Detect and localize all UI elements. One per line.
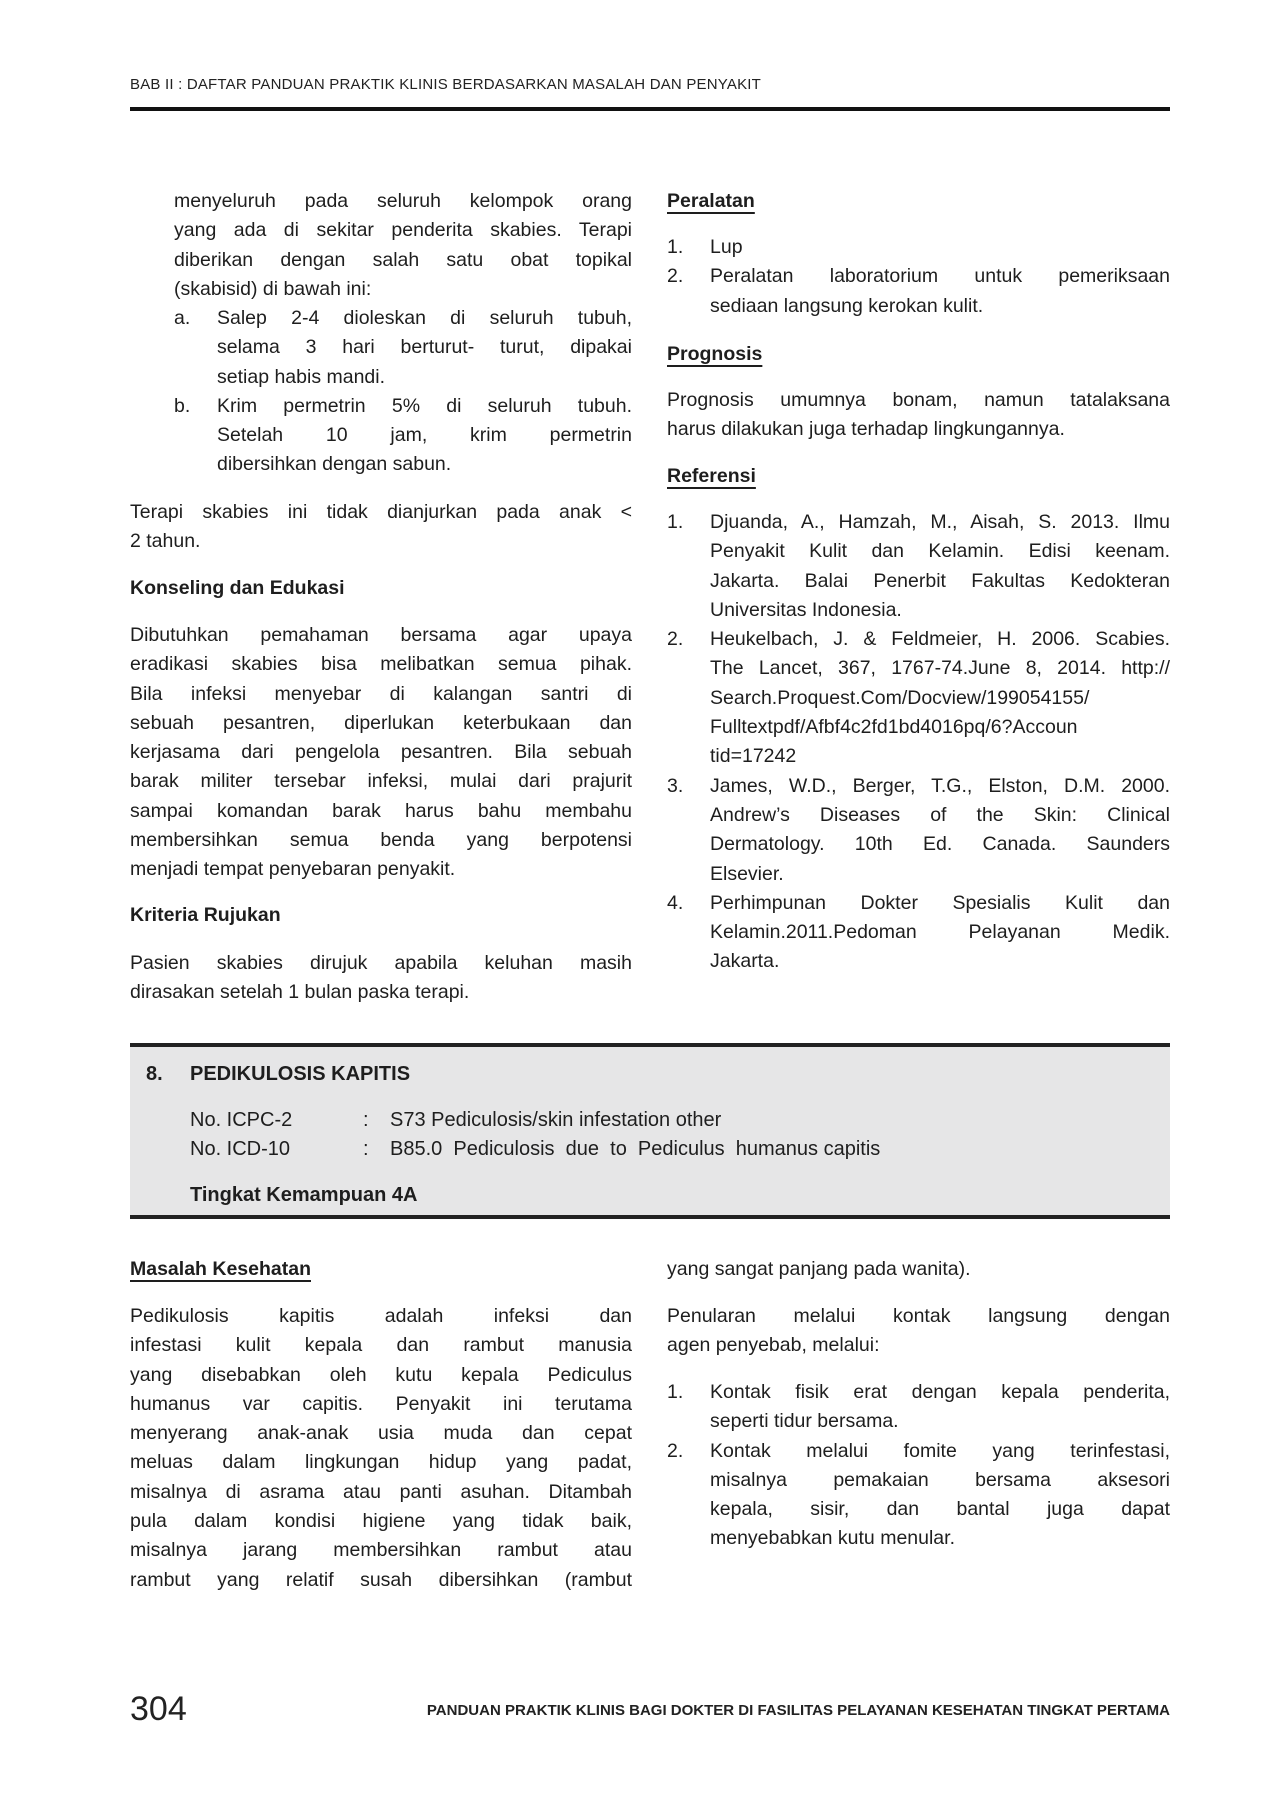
text-line: Prognosis umumnya bonam, namun tatalaksana [667, 389, 1170, 411]
text-line: Search.Proquest.Com/Docview/199054155/ [710, 686, 1090, 709]
section-title: PEDIKULOSIS KAPITIS [190, 1063, 411, 1085]
peralatan-list [667, 233, 1170, 321]
terapi-paragraph [130, 498, 632, 557]
list-item [174, 304, 632, 392]
icpc-value: S73 Pediculosis/skin infestation other [390, 1109, 722, 1131]
text-line: Dibutuhkan pemahaman bersama agar upaya [130, 624, 632, 646]
text-line: misalnya di asrama atau panti asuhan. Ditambah [130, 1480, 632, 1503]
text-line: dirasakan setelah 1 bulan paska terapi. [130, 981, 470, 1004]
text-line: setiap habis mandi. [217, 365, 386, 388]
text-line: seperti tidur bersama. [710, 1410, 899, 1433]
text-line: Pedikulosis kapitis adalah infeksi dan [130, 1305, 632, 1327]
list-item [667, 1437, 1170, 1554]
list-marker: 3. [667, 774, 684, 797]
text-line: pula dalam kondisi higiene yang tidak baik, [130, 1510, 632, 1533]
list-item [667, 772, 1170, 889]
list-marker: 1. [667, 236, 684, 258]
text-line: membersihkan semua benda yang berpotensi [130, 829, 632, 852]
text-line: Penyakit Kulit dan Kelamin. Edisi keenam. [710, 540, 1170, 563]
running-footer: PANDUAN PRAKTIK KLINIS BAGI DOKTER DI FASILITAS PELAYANAN KESEHATAN TINGKAT PERTAMA [426, 1702, 1170, 1719]
text-line: Kontak melalui fomite yang terinfestasi, [710, 1439, 1170, 1462]
text-line: Heukelbach, J. & Feldmeier, H. 2006. Scabies. [710, 628, 1170, 651]
text-line: misalnya pemakaian bersama aksesori [710, 1468, 1170, 1491]
list-item [667, 233, 1170, 262]
text-line: sampai komandan barak harus bahu membahu [130, 799, 632, 822]
list-marker: 1. [667, 1381, 684, 1403]
list-marker: b. [174, 394, 191, 417]
text-line: Lup [710, 236, 743, 258]
text-line: harus dilakukan juga terhadap lingkungannya. [667, 418, 1065, 441]
text-line: (skabisid) di bawah ini: [174, 277, 372, 300]
text-line: eradikasi skabies bisa melibatkan semua pihak. [130, 653, 632, 676]
text-line: menjadi tempat penyebaran penyakit. [130, 858, 456, 881]
text-line: infestasi kulit kepala dan rambut manusia [130, 1334, 632, 1357]
header-rule [130, 107, 1170, 111]
text-line: Kelamin.2011.Pedoman Pelayanan Medik. [710, 921, 1170, 944]
text-line: sebuah pesantren, diperlukan keterbukaan dan [130, 711, 632, 734]
list-item [667, 262, 1170, 321]
competency-level: Tingkat Kemampuan 4A [190, 1184, 418, 1206]
text-line: Bila infeksi menyebar di kalangan santri di [130, 682, 632, 705]
penularan-paragraph [667, 1302, 1170, 1361]
icpc-separator: : [363, 1109, 369, 1131]
referensi-heading: Referensi [667, 465, 756, 487]
list-marker: 2. [667, 265, 684, 288]
text-line: misalnya jarang membersihkan rambut atau [130, 1539, 632, 1562]
referensi-list [667, 508, 1170, 977]
icd-value: B85.0 Pediculosis due to Pediculus humanus capitis [390, 1138, 881, 1160]
text-line: Jakarta. [710, 950, 780, 973]
text-line: Salep 2-4 dioleskan di seluruh tubuh, [217, 307, 632, 329]
masalah-heading: Masalah Kesehatan [130, 1258, 311, 1280]
text-line: yang sangat panjang pada wanita). [667, 1258, 971, 1280]
text-line: yang ada di sekitar penderita skabies. Terapi [174, 219, 632, 242]
text-line: Perhimpunan Dokter Spesialis Kulit dan [710, 891, 1170, 914]
list-item [174, 392, 632, 480]
konseling-paragraph [130, 621, 632, 885]
text-line: James, W.D., Berger, T.G., Elston, D.M. 2000. [710, 774, 1170, 797]
text-line: Peralatan laboratorium untuk pemeriksaan [710, 265, 1170, 288]
list-marker: 2. [667, 628, 684, 651]
peralatan-heading: Peralatan [667, 190, 755, 212]
text-line: agen penyebab, melalui: [667, 1334, 880, 1357]
text-line: kepala, sisir, dan bantal juga dapat [710, 1498, 1170, 1521]
text-line: barak militer tersebar infeksi, mulai dari prajurit [130, 770, 632, 793]
text-line: diberikan dengan salah satu obat topikal [174, 248, 632, 271]
text-line: dibersihkan dengan sabun. [217, 453, 452, 476]
text-line: Kontak fisik erat dengan kepala penderita, [710, 1381, 1170, 1403]
text-line: yang disebabkan oleh kutu kepala Pediculus [130, 1363, 632, 1386]
list-item [667, 1378, 1170, 1437]
text-line: 2 tahun. [130, 530, 201, 553]
prognosis-heading: Prognosis [667, 343, 763, 365]
konseling-heading: Konseling dan Edukasi [130, 577, 345, 599]
text-line: Djuanda, A., Hamzah, M., Aisah, S. 2013. Ilmu [710, 511, 1170, 533]
penularan-list [667, 1378, 1170, 1554]
masalah-paragraph [130, 1302, 632, 1595]
list-item [667, 625, 1170, 771]
running-header: BAB II : DAFTAR PANDUAN PRAKTIK KLINIS BERDASARKAN MASALAH DAN PENYAKIT [130, 76, 762, 93]
prognosis-paragraph [667, 386, 1170, 445]
text-line: menyerang anak-anak usia muda dan cepat [130, 1422, 632, 1445]
text-line: humanus var capitis. Penyakit ini terutama [130, 1392, 632, 1415]
intro-paragraph [174, 187, 632, 304]
text-line: sediaan langsung kerokan kulit. [710, 294, 984, 317]
text-line: Terapi skabies ini tidak dianjurkan pada anak < [130, 501, 632, 523]
icpc-label: No. ICPC-2 [190, 1109, 293, 1131]
text-line: Andrew’s Diseases of the Skin: Clinical [710, 803, 1170, 826]
text-line: Pasien skabies dirujuk apabila keluhan masih [130, 952, 632, 974]
text-line: Dermatology. 10th Ed. Canada. Saunders [710, 833, 1170, 856]
icd-label: No. ICD-10 [190, 1138, 291, 1160]
intro-list [174, 304, 632, 480]
icd-separator: : [363, 1138, 369, 1160]
kriteria-paragraph [130, 949, 632, 1008]
text-line: Universitas Indonesia. [710, 598, 902, 621]
text-line: tid=17242 [710, 745, 797, 768]
list-marker: 4. [667, 891, 684, 914]
text-line: Elsevier. [710, 862, 784, 885]
section-header-box [130, 1043, 1170, 1219]
continued-paragraph [667, 1255, 1170, 1284]
text-line: Setelah 10 jam, krim permetrin [217, 424, 632, 447]
text-line: Fulltextpdf/Afbf4c2fd1bd4016pq/6?Accoun [710, 716, 1078, 739]
text-line: The Lancet, 367, 1767-74.June 8, 2014. http:// [710, 657, 1170, 680]
text-line: meluas dalam lingkungan hidup yang padat, [130, 1451, 632, 1474]
text-line: Penularan melalui kontak langsung dengan [667, 1305, 1170, 1327]
page-number: 304 [130, 1690, 187, 1728]
list-item [667, 889, 1170, 977]
text-line: menyebabkan kutu menular. [710, 1527, 955, 1550]
text-line: selama 3 hari berturut- turut, dipakai [217, 336, 632, 359]
text-line: menyeluruh pada seluruh kelompok orang [174, 190, 632, 212]
list-marker: 1. [667, 511, 684, 533]
list-marker: 2. [667, 1439, 684, 1462]
text-line: kerjasama dari pengelola pesantren. Bila sebuah [130, 741, 632, 764]
section-number: 8. [146, 1063, 163, 1085]
text-line: rambut yang relatif susah dibersihkan (rambut [130, 1568, 632, 1591]
text-line: Krim permetrin 5% di seluruh tubuh. [217, 394, 632, 417]
list-marker: a. [174, 307, 191, 329]
list-item [667, 508, 1170, 625]
kriteria-heading: Kriteria Rujukan [130, 904, 281, 926]
text-line: Jakarta. Balai Penerbit Fakultas Kedokteran [710, 569, 1170, 592]
